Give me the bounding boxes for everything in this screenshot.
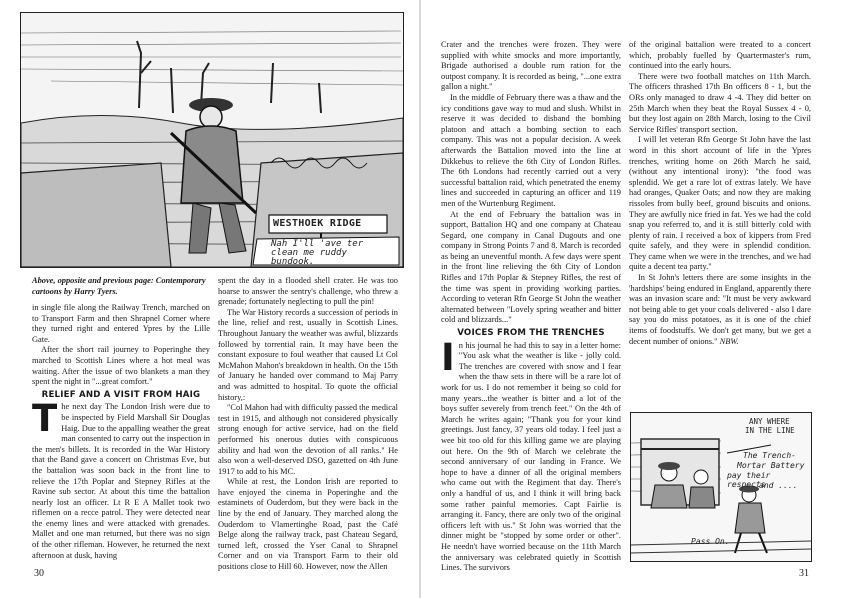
paragraph: I will let veteran Rfn George St John have the last word in this short account of life in the Ypres trenches, writing home on 26th March he said, (without any intentional irony): "the food was splendid. We get a rare lot of extras lately. We have had oranges, Quaker Oats; and now they are making rissoles from bully beef, ground biscuits and onions. They are awfully nice fried in fat. Yes we had the cold snap you referred to, and it is still bitterly cold with plenty of rain. I received a box of kippers from Fred quite safely, and they were in splendid condition. They came when we were in the trenches, and we had quite a decent tea party." [629, 135, 811, 272]
section-heading-relief: RELIEF AND A VISIT FROM HAIG [41, 389, 201, 400]
paragraph-text: n his journal he had this to say in a letter home: "You ask what the weather is like - jolly cold. The trenches are covered with snow and I fear when the thaw sets in there will be a rare lot of work for us. I do not remember it being so cold for many years...the weather is bitter and a lot of the boys suffer severely from trench feet." On the 4th of March he writes again; "Thank you for your kind greetings. Just fancy, 37 years old today. I feel just a wee bit too old for this killing game we are playing out here. On the 9th of March we celebrate the second anniversary of our landing in France. We hope to have a dinner of all the original members who came out with the Regiment that day. There's only a handful of us, and I think it will bring back some rather painful memories. Capt Fairlie is arranging it. Fancy, there are only two of the original officers left with us." St John was worried that the dinner might be "stopped by some order or other". He needn't have worried because on the 11th March the anniversary was celebrated quietly in Scottish Lines. The survivors [441, 340, 621, 573]
cartoon-caption-2: IN THE LINE [745, 426, 795, 435]
paragraph: in single file along the Railway Trench, marched on to Transport Farm and then Shrapnel Corner where they turned right and entered Ypres by the Lille Gate. [32, 303, 210, 344]
cartoon-label-3: pay their respects [727, 471, 771, 489]
paragraph-with-dropcap [32, 397, 210, 561]
paragraph-with-dropcap [441, 335, 621, 574]
paragraph [629, 273, 811, 347]
cartoon-label-2: Mortar Battery [737, 461, 805, 470]
paragraph: There were two football matches on 11th March. The officers thrashed 17th Bn officers 8 - 1, but the ORs only managed to draw 4 -4. They did better on 25th March when they beat the Royal Sussex 4 - 0, but they lost again on 28th March, losing to the Civil Service Rifles' transport section. [629, 71, 811, 134]
paragraph-text: he next day The London Irish were due to be inspected by Field Marshall Sir Douglas Haig. Due to the appalling weather the great man consented to carry out the inspection in the men's billets. It is recorded in the War History that the Band gave a concert on Christmas Eve, but the battalion was soon back in the front line to relieve the 17th Poplar and Stepney Rifles at the Ravine sub sector. At about this time the battalion nearly lost an officer. Lt R E A Mallet took two riflemen on a recce patrol. They were detected near the enemy lines and were attacked with grenades. Mallet and one man returned, but there was no sign of the other rifleman. However, he returned the next afternoon at dusk, having [32, 402, 210, 560]
speech-line-3: bundook. [271, 257, 315, 267]
paragraph-text: In St John's letters there are some insights in the 'hardships' being endured in England, apparently there was an invasion scare and: "It must be very awkward not being able to get your coals delivered - also I dare say you do miss potatoes, as it is one of the chief items of foodstuffs. We don't get many, but we get a decent number of onions." [629, 273, 811, 346]
dropcap: I [441, 335, 455, 379]
cartoon-westhoek [20, 12, 404, 268]
paragraph: of the original battalion were treated to a concert which, probably fuelled by Quartermaster's rum, continued into the early hours. [629, 40, 811, 71]
paragraph: spent the day in a flooded shell crater. He was too hoarse to answer the sentry's challenge, who threw a grenade; fortunately neglecting to pull the pin! [218, 276, 398, 307]
left-page-column-2 [218, 276, 398, 573]
paragraph: At the end of February the battalion was in support, Battalion HQ and one company at Chateau Segard, one company in Canal Dugouts and one company in Strong Points 7 and 8. March is recorded as being an uneventful month. A few days were spent in the front line relieving the 6th City of London Rifles and 17th Poplar & Stepney Rifles, the rest of the time was spent in providing working parties. According to veteran Rfn George St John the weather alternated between "Lovely spring weather and bitter cold and blizzards..." [441, 209, 621, 325]
paragraph: Crater and the trenches were frozen. They were supplied with white smocks and more importantly, Brigade authorised a double rum ration for the outpost company. It is recorded as being, "...one extra gallon a night." [441, 40, 621, 92]
right-page-column-2 [629, 40, 811, 347]
section-heading-voices: VOICES FROM THE TRENCHES [457, 328, 605, 339]
paragraph: The War History records a succession of periods in the line, relief and rest, usually in Scottish Lines. Throughout January the weather was awful, blizzards followed by torrential rain. It may have been the constant exposure to foul weather that caused Lt Col McMahon Mahon's breakdown in health. On the 15th of January he handed over command to Maj Parry and was admitted to hospital. To quote the official history,: [218, 307, 398, 402]
speech-line-2: clean me ruddy [271, 248, 347, 258]
westhoek-sign-text: WESTHOEK RIDGE [273, 218, 362, 229]
dropcap: T [32, 397, 58, 441]
caption-line-1: Above, opposite and previous page: Contemporary [32, 276, 206, 285]
author-signature: NBW. [719, 336, 739, 346]
quote-paragraph: "Col Mahon had with difficulty passed the medical test in 1915, and although not considered physically strong enough for active service, had on the field performed his onerous duties with conspicuous ability and had won the devotion of all ranks." He also won a well-deserved DSO, gazetted on 4th June 1917 to add to his MC. [218, 403, 398, 476]
page-number: 31 [799, 568, 809, 579]
paragraph: While at rest, the London Irish are reported to have enjoyed the cinema in Poperinghe and the estaminets of Ouderdom, but they were back in the line by the end of January. They marched along the Ouderdom to Vlamertinghe Road, past the Café Belge along the railway track, past Chateau Segard, turned left, crossed the Yser Canal to Shrapnel Corner and on via Transport Farm to their old positions close to Hill 60. However, now the Allen [218, 477, 398, 572]
page-number: 30 [34, 568, 44, 579]
right-page-column-1 [441, 40, 621, 574]
paragraph: After the short rail journey to Poperinghe they marched to Scottish Lines where a hot meal was waiting. After the issue of two blankets a man they spent the night in "...great comfort." [32, 345, 210, 387]
left-page-column-1 [32, 276, 210, 561]
caption-line-2: cartoons by Harry Tyers. [32, 286, 118, 296]
cartoon-caption-1: ANY WHERE [749, 417, 790, 426]
image-caption [32, 276, 210, 297]
cartoon-trench-mortar [630, 412, 812, 562]
cartoon-label-4: and .... [759, 481, 798, 490]
speech-line-1: Nah I'll 'ave ter [271, 239, 364, 249]
paragraph: In the middle of February there was a thaw and the icy conditions gave way to mud and slush. Whilst in reserve it was decided to disband the bombing platoon and attach a bombing section to each company. This was not a popular decision. A week afterwards the Battalion moved into the line at Dikkebus to relieve the 6th City of London Rifles. The 6th Londons had recently carried out a very successful battalion raid, which penetrated the enemy lines and succeeded in capturing an officer and 119 men of the Wurtenburg Regiment. [441, 92, 621, 208]
cartoon-label-1: The Trench- [743, 451, 796, 460]
left-page [0, 0, 419, 598]
right-page [421, 0, 841, 598]
cartoon-speech: Pass On. [691, 537, 730, 546]
